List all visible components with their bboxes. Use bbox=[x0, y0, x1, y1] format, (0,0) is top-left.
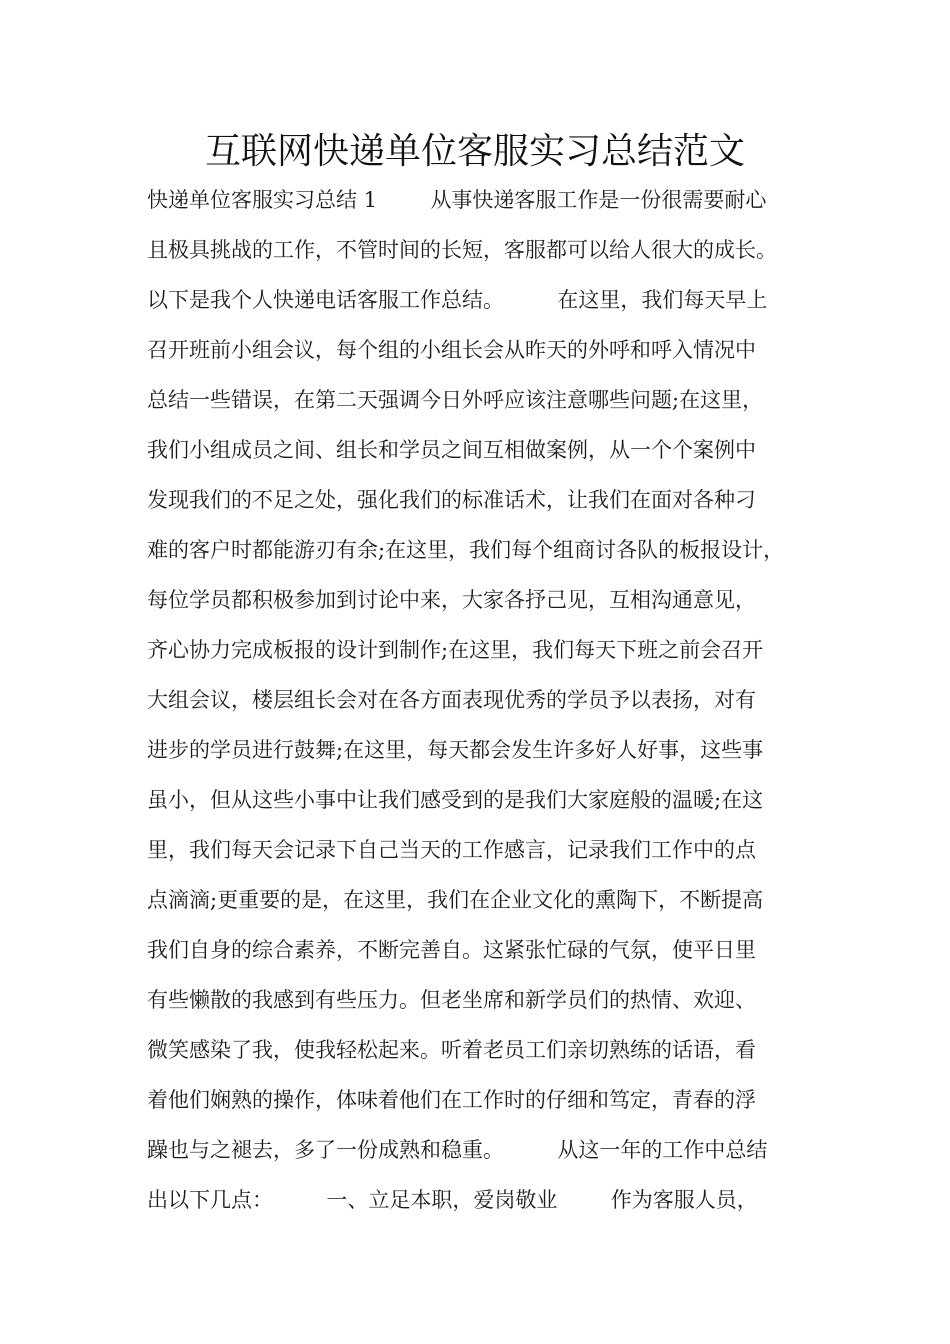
text-line: 我们自身的综合素养，不断完善自。这紧张忙碌的气氛，使平日里 bbox=[147, 938, 756, 962]
text-line: 微笑感染了我，使我轻松起来。听着老员工们亲切熟练的话语，看 bbox=[147, 1038, 756, 1062]
text-line: 大组会议，楼层组长会对在各方面表现优秀的学员予以表扬，对有 bbox=[147, 688, 756, 712]
text-line: 以下是我个人快递电话客服工作总结。 在这里，我们每天早上 bbox=[147, 288, 768, 312]
text-line: 出以下几点： 一、立足本职，爱岗敬业 作为客服人员， bbox=[147, 1188, 758, 1212]
text-line: 每位学员都积极参加到讨论中来，大家各抒己见，互相沟通意见， bbox=[147, 588, 756, 612]
text-line: 躁也与之褪去，多了一份成熟和稳重。 从这一年的工作中总结 bbox=[147, 1138, 768, 1162]
text-line: 点滴滴;更重要的是，在这里，我们在企业文化的熏陶下，不断提高 bbox=[147, 888, 764, 912]
text-line: 难的客户时都能游刃有余;在这里，我们每个组商讨各队的板报设计， bbox=[147, 538, 785, 562]
document-body bbox=[147, 180, 837, 1230]
text-line: 着他们娴熟的操作，体味着他们在工作时的仔细和笃定，青春的浮 bbox=[147, 1088, 756, 1112]
text-line: 有些懒散的我感到有些压力。但老坐席和新学员们的热情、欢迎、 bbox=[147, 988, 756, 1012]
text-line: 召开班前小组会议，每个组的小组长会从昨天的外呼和呼入情况中 bbox=[147, 338, 756, 362]
text-line: 我们小组成员之间、组长和学员之间互相做案例，从一个个案例中 bbox=[147, 438, 756, 462]
text-line: 发现我们的不足之处，强化我们的标准话术，让我们在面对各种刁 bbox=[147, 488, 756, 512]
text-line: 快递单位客服实习总结 1 从事快递客服工作是一份很需要耐心 bbox=[147, 188, 767, 212]
text-line: 齐心协力完成板报的设计到制作;在这里，我们每天下班之前会召开 bbox=[147, 638, 764, 662]
document-title: 互联网快递单位客服实习总结范文 bbox=[204, 131, 745, 172]
text-line: 里，我们每天会记录下自己当天的工作感言，记录我们工作中的点 bbox=[147, 838, 756, 862]
text-line: 进步的学员进行鼓舞;在这里，每天都会发生许多好人好事，这些事 bbox=[147, 738, 764, 762]
text-line: 虽小，但从这些小事中让我们感受到的是我们大家庭般的温暖;在这 bbox=[147, 788, 764, 812]
text-line: 且极具挑战的工作，不管时间的长短，客服都可以给人很大的成长。 bbox=[147, 238, 777, 262]
text-line: 总结一些错误，在第二天强调今日外呼应该注意哪些问题;在这里， bbox=[147, 388, 764, 412]
